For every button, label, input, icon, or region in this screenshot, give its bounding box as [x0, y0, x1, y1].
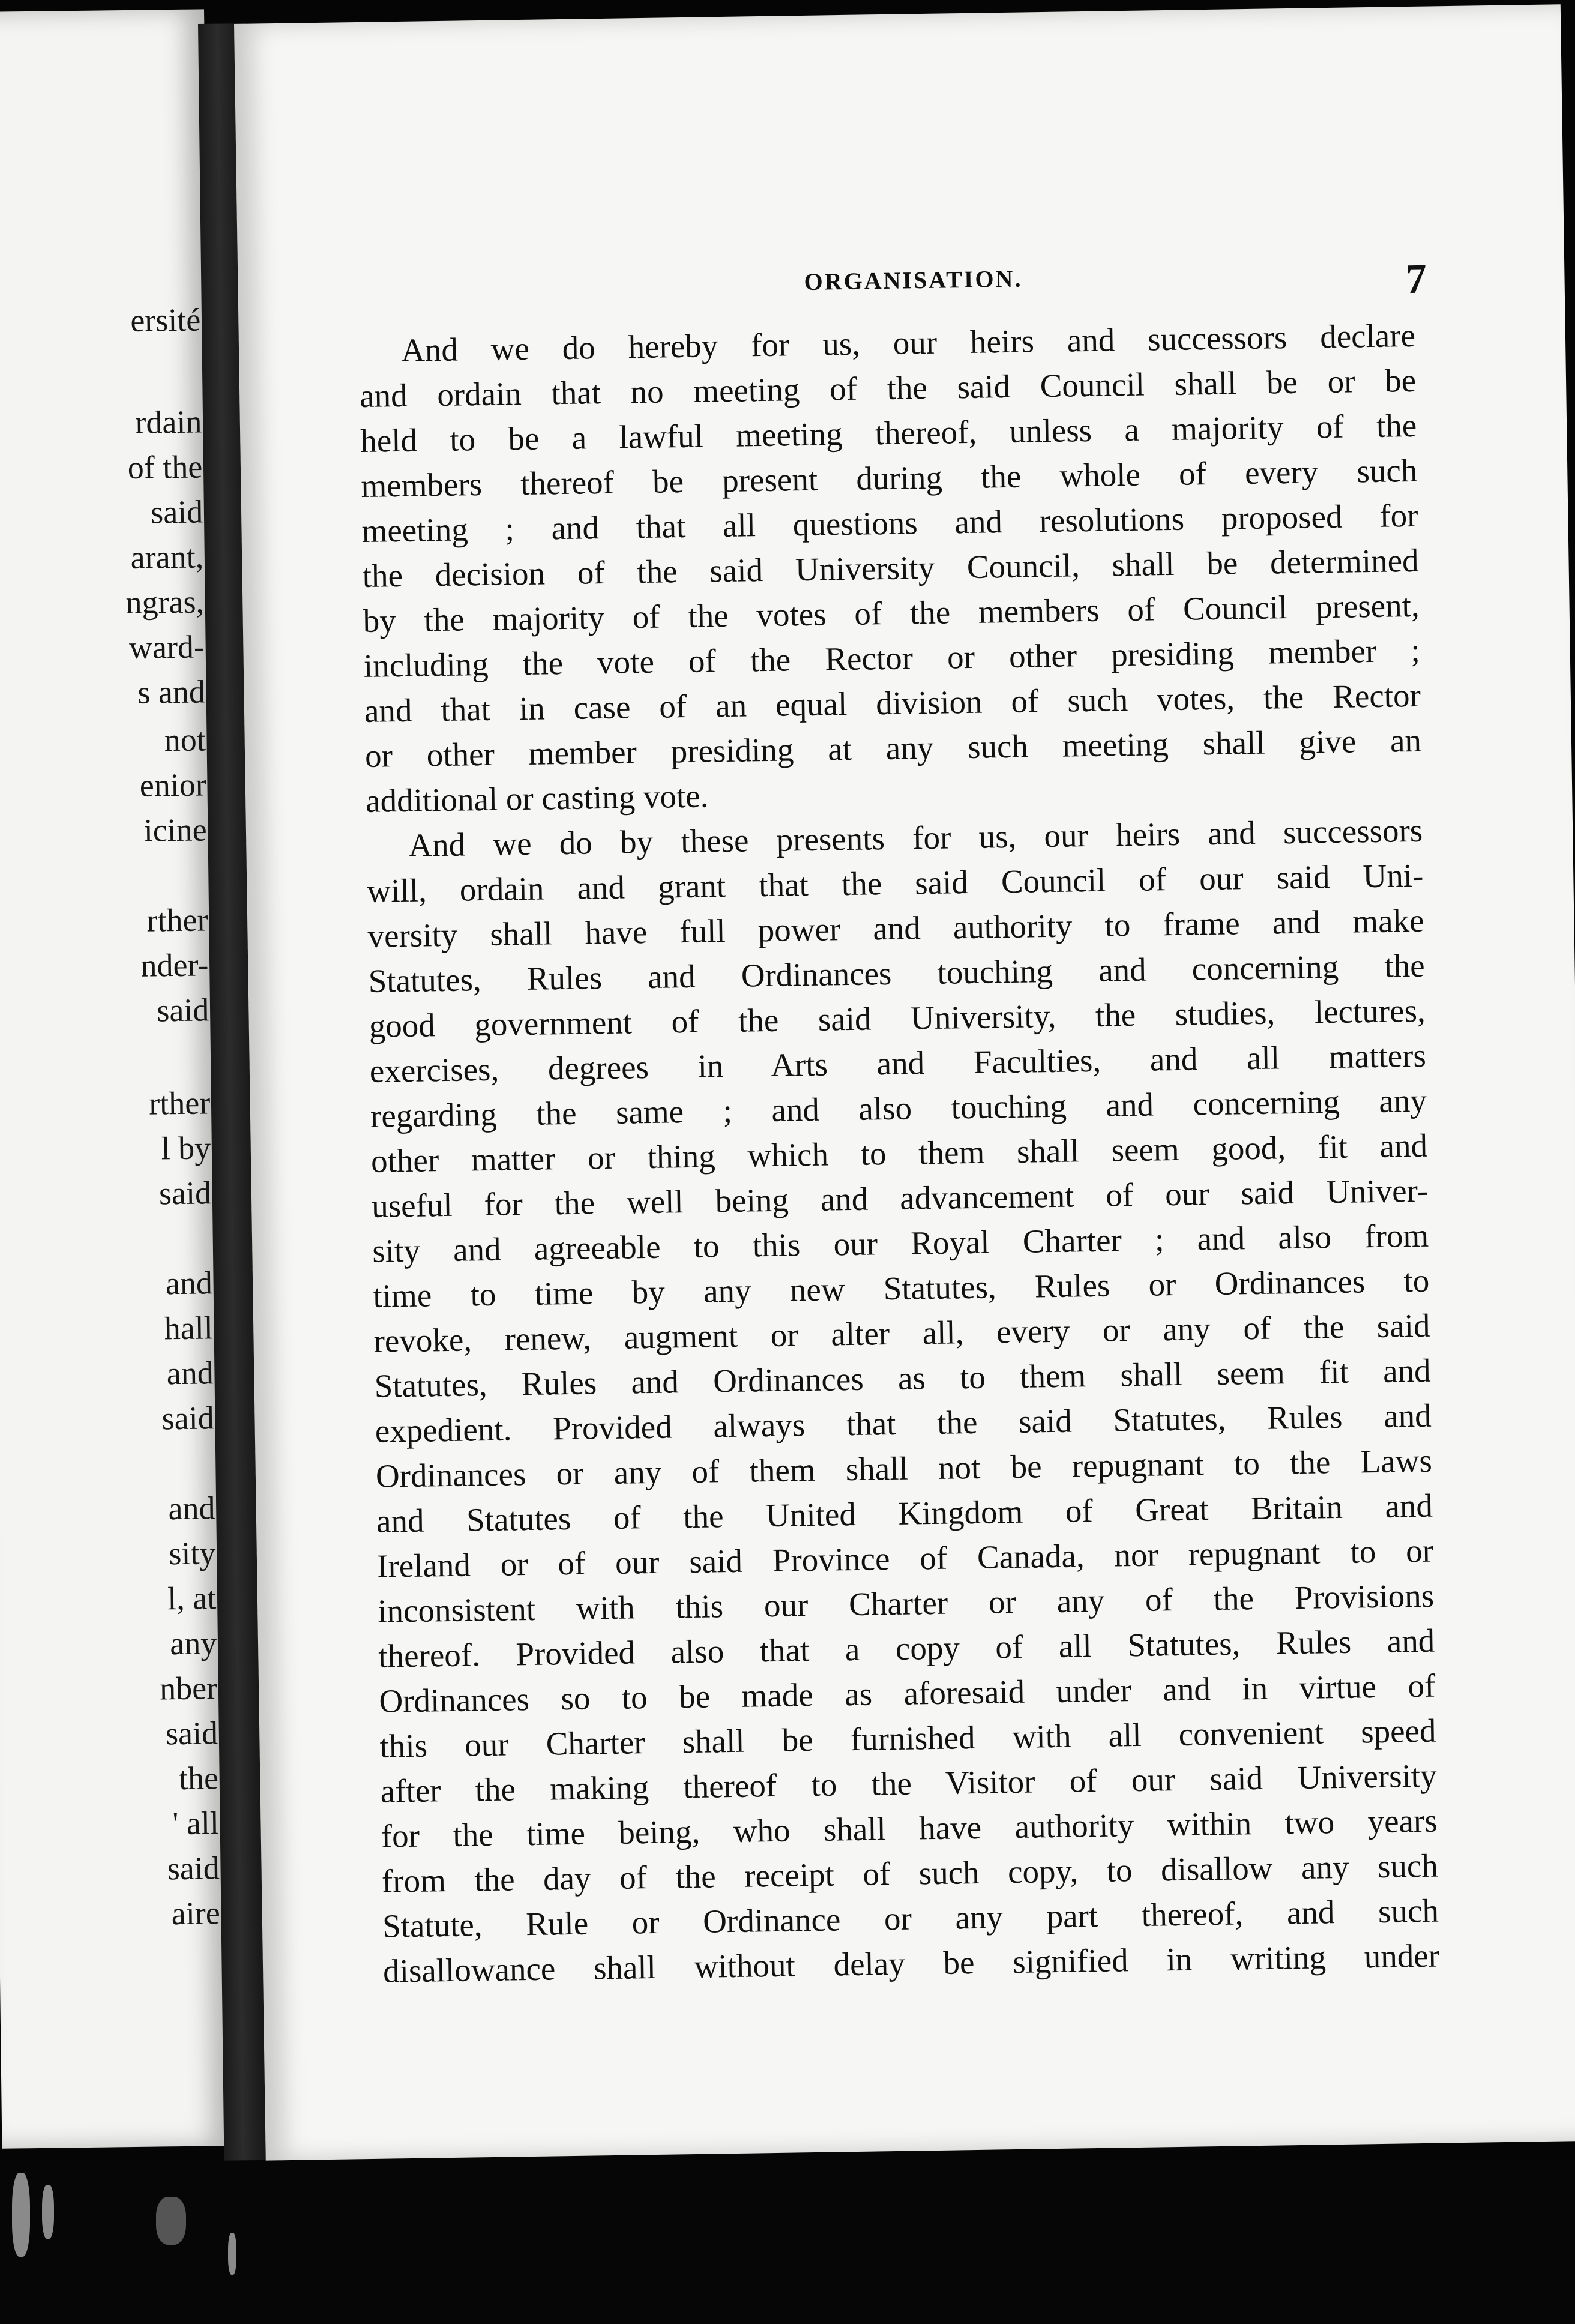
debris-speck: [42, 2185, 54, 2239]
left-page-line-fragment: rther: [146, 902, 208, 939]
right-page: [234, 4, 1575, 2160]
text-line: or other member presiding at any such meeting shall give an: [364, 721, 1422, 774]
left-page-line-fragment: said: [156, 992, 209, 1029]
left-page-line-fragment: s and: [137, 673, 206, 711]
left-page-line-fragment: any: [169, 1625, 217, 1662]
text-line: sity and agreeable to this our Royal Charter ; and also from: [372, 1217, 1429, 1269]
text-line: other matter or thing which to them shall seem good, fit and: [370, 1127, 1428, 1179]
text-line: expedient. Provided always that the said Statutes, Rules and: [375, 1397, 1432, 1449]
text-line: inconsistent with this our Charter or any of the Provisions: [377, 1577, 1435, 1630]
left-page-line-fragment: said: [167, 1850, 220, 1887]
left-page-line-fragment: enior: [139, 766, 207, 804]
text-line: meeting ; and that all questions and resolutions proposed for: [361, 496, 1418, 549]
text-line: And we do hereby for us, our heirs and successors declare: [400, 316, 1416, 369]
text-line: Statutes, Rules and Ordinances as to them shall seem fit and: [374, 1352, 1431, 1404]
debris-speck: [228, 2233, 236, 2275]
running-head: ORGANISATION.: [804, 265, 1023, 295]
left-page-line-fragment: and: [165, 1265, 213, 1302]
left-page-line-fragment: said: [158, 1175, 212, 1212]
left-page-line-fragment: arant,: [130, 538, 204, 576]
left-page-line-fragment: aire: [171, 1895, 221, 1932]
left-page-line-fragment: rther: [148, 1085, 211, 1122]
text-line: regarding the same ; and also touching and concerning any: [370, 1082, 1427, 1134]
paragraph: [359, 313, 1423, 823]
body-text: [359, 313, 1440, 1994]
left-page-line-fragment: rdain: [135, 403, 202, 441]
text-line: versity shall have full power and authority to frame and make: [367, 902, 1424, 954]
text-line: And we do by these presents for us, our heirs and successors: [408, 811, 1423, 864]
left-page-line-fragment: said: [161, 1400, 215, 1437]
text-line: revoke, renew, augment or alter all, every or any of the said: [373, 1307, 1430, 1359]
text-line: the decision of the said University Council, shall be determined: [362, 541, 1419, 594]
scan-bottom-edge: [0, 2161, 1575, 2324]
text-line: good government of the said University, the studies, lectures,: [369, 992, 1426, 1044]
text-line: Statutes, Rules and Ordinances touching and concerning the: [368, 947, 1425, 999]
left-page-line-fragment: nber: [159, 1670, 218, 1707]
text-line: including the vote of the Rector or other presiding member ;: [363, 631, 1421, 684]
text-line: and ordain that no meeting of the said Council shall be or be: [359, 361, 1417, 414]
left-page-line-fragment: nder-: [140, 947, 209, 984]
left-page-line-fragment: the: [178, 1760, 219, 1797]
debris-speck: [156, 2197, 186, 2245]
left-page-line-fragment: said: [150, 493, 203, 531]
page-number: 7: [1405, 256, 1427, 303]
text-line: for the time being, who shall have authority within two years: [381, 1802, 1438, 1855]
left-page-line-fragment: hall: [164, 1310, 214, 1347]
left-page-line-fragment: ward-: [128, 628, 205, 666]
text-line: Statute, Rule or Ordinance or any part thereof, and such: [382, 1892, 1439, 1945]
paragraph: [366, 808, 1440, 1994]
left-page-line-fragment: and: [168, 1490, 215, 1527]
left-facing-page: [0, 9, 230, 2148]
debris-speck: [12, 2173, 30, 2257]
left-page-line-fragment: said: [165, 1715, 218, 1752]
text-line: useful for the well being and advancement of our said Univer-: [371, 1172, 1429, 1224]
left-page-line-fragment: not: [164, 721, 206, 759]
text-line: Ordinances so to be made as aforesaid under and in virtue of: [379, 1667, 1436, 1720]
text-line: Ordinances or any of them shall not be repugnant to the Laws: [375, 1442, 1433, 1495]
left-page-line-fragment: ngras,: [125, 583, 205, 621]
text-line: held to be a lawful meeting thereof, unless a majority of the: [360, 406, 1417, 459]
text-line: additional or casting vote.: [365, 777, 709, 819]
text-line: Ireland or of our said Province of Canada, nor repugnant to or: [376, 1532, 1434, 1585]
text-line: disallowance shall without delay be signified in writing under: [382, 1937, 1440, 1990]
left-page-line-fragment: and: [166, 1355, 214, 1392]
left-page-line-fragment: ' all: [172, 1805, 220, 1842]
text-line: by the majority of the votes of the members of Council present,: [363, 586, 1420, 639]
left-page-line-fragment: l by: [161, 1130, 211, 1167]
text-line: after the making thereof to the Visitor of our said University: [380, 1757, 1437, 1810]
text-line: thereof. Provided also that a copy of all Statutes, Rules and: [378, 1622, 1435, 1675]
left-page-line-fragment: of the: [127, 448, 203, 486]
left-page-line-fragment: ersité: [130, 301, 201, 339]
text-line: this our Charter shall be furnished with all convenient speed: [379, 1712, 1436, 1765]
text-line: and that in case of an equal division of such votes, the Rector: [364, 676, 1421, 729]
text-line: exercises, degrees in Arts and Faculties, and all matters: [369, 1037, 1427, 1089]
text-line: time to time by any new Statutes, Rules or Ordinances to: [373, 1262, 1430, 1314]
text-line: members thereof be present during the whole of every such: [360, 451, 1418, 504]
left-page-line-fragment: l, at: [167, 1580, 217, 1617]
text-line: will, ordain and grant that the said Council of our said Uni-: [366, 856, 1424, 909]
left-page-line-fragment: sity: [169, 1535, 216, 1572]
text-line: and Statutes of the United Kingdom of Great Britain and: [376, 1487, 1433, 1540]
left-page-line-fragment: icine: [143, 811, 208, 849]
text-line: from the day of the receipt of such copy, to disallow any such: [381, 1847, 1439, 1900]
